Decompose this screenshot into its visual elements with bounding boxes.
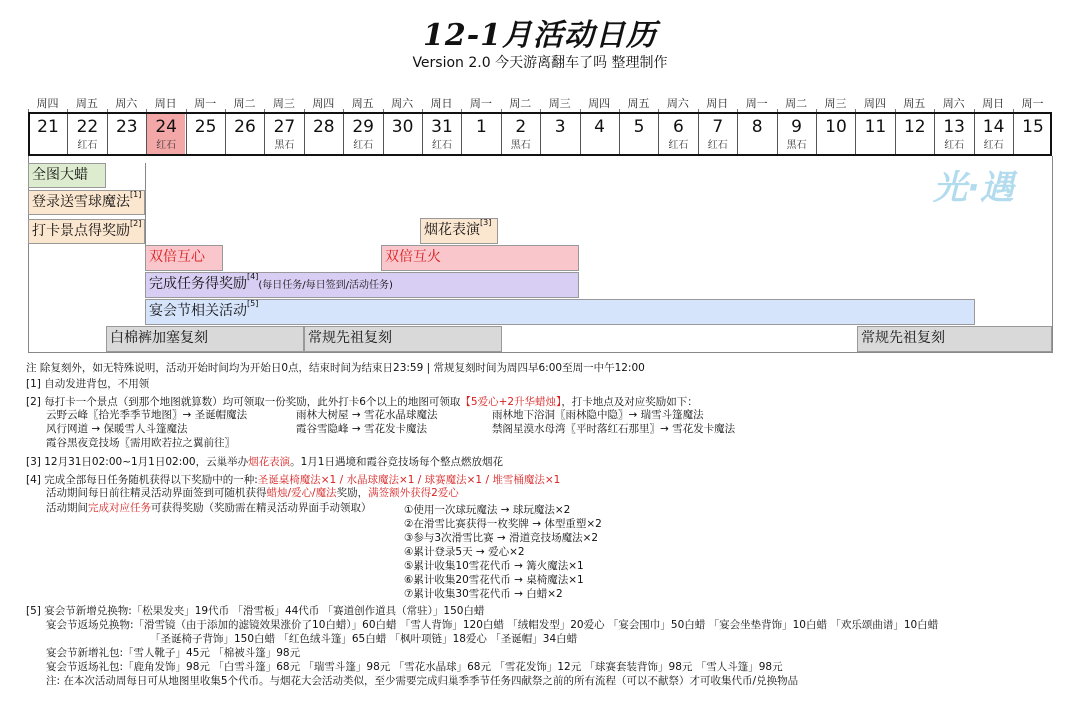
note-text: 活动期间每日前往精灵活动界面签到可随机获得 <box>46 487 267 499</box>
shard-tag: 红石 <box>707 140 728 151</box>
event-fireworks <box>420 218 498 244</box>
day-number: 27 <box>273 117 296 137</box>
weekday-label: 周一 <box>1013 95 1052 111</box>
day-number: 12 <box>903 117 926 137</box>
event-rerun-regular <box>304 326 502 352</box>
weekday-label: 周六 <box>383 95 422 111</box>
weekday-label: 周六 <box>107 95 146 111</box>
footnote-ref: [4] <box>247 272 259 281</box>
day-number: 4 <box>594 117 605 137</box>
note-5-line: 「圣诞椅子背饰」150白蜡 「红色绒斗篷」65白蜡 「枫叶项链」18爱心 「圣诞帽」34白蜡 <box>150 633 578 645</box>
note-highlight: 满签额外获得2爱心 <box>368 487 459 499</box>
weekday-label: 周日 <box>974 95 1013 111</box>
note-2-line: 雨林大树屋 → 雪花水晶球魔法 <box>296 409 438 421</box>
note-2-line: 霞谷黑夜竞技场〖需用欧若拉之翼前往〗 <box>46 437 235 449</box>
event-label: 常规先祖复刻 <box>861 330 945 346</box>
event-map-candle <box>28 163 106 188</box>
day-number: 10 <box>825 117 847 137</box>
note-text: [3] 12月31日02:00~1月1日02:00，云巢举办 <box>26 456 249 468</box>
note-text: 活动期间 <box>46 502 88 514</box>
day-number: 26 <box>234 117 256 137</box>
event-checkin-reward <box>28 219 145 244</box>
event-label: 宴会节相关活动 <box>149 303 247 319</box>
weekday-label: 周六 <box>658 95 697 111</box>
note-2-line: 风行网道 → 保暖雪人斗篷魔法 <box>46 423 188 435</box>
note-2 <box>26 396 698 409</box>
weekday-label: 周二 <box>225 95 264 111</box>
note-2-line: 禁阁星漠水母湾〖平时落红石那里〗→ 雪花发卡魔法 <box>492 423 736 435</box>
shard-tag: 红石 <box>353 140 374 151</box>
shard-tag: 红石 <box>432 140 452 151</box>
task-item: ⑤累计收集10雪花代币 → 篝火魔法×1 <box>404 560 584 572</box>
footnote-ref: [5] <box>247 299 259 308</box>
event-label: 烟花表演 <box>424 222 480 238</box>
note-1: [1] 自动发进背包，不用领 <box>26 378 150 390</box>
divider <box>145 163 146 245</box>
task-item: ①使用一次球玩魔法 → 球玩魔法×2 <box>404 504 571 516</box>
event-task-reward <box>145 272 579 298</box>
task-item: ②在滑雪比赛获得一枚奖牌 → 体型重塑×2 <box>404 518 602 530</box>
note-4-line <box>46 502 372 515</box>
weekday-label: 周一 <box>461 95 500 111</box>
weekday-label: 周一 <box>737 95 776 111</box>
task-item: ③参与3次滑雪比赛 → 滑道竞技场魔法×2 <box>404 532 599 544</box>
event-label: 打卡景点得奖励 <box>32 223 130 239</box>
note-text: 。1月1日遇境和霞谷竞技场每个整点燃放烟花 <box>290 456 503 468</box>
day-number: 5 <box>633 117 645 137</box>
weekday-label: 周五 <box>343 95 382 111</box>
shard-tag: 红石 <box>944 140 965 151</box>
note-highlight: 完成对应任务 <box>88 502 151 514</box>
weekday-label: 周四 <box>580 95 619 111</box>
note-4 <box>26 474 560 487</box>
note-2-line: 云野云峰〖拾光季季节地图〗→ 圣诞帽魔法 <box>46 409 248 421</box>
weekday-label: 周二 <box>501 95 540 111</box>
event-label: 白棉裤加塞复刻 <box>110 330 208 346</box>
sky-logo-watermark: 光·遇 <box>933 168 1014 208</box>
weekday-label: 周日 <box>146 95 185 111</box>
weekday-label: 周二 <box>777 95 816 111</box>
event-note: (每日任务/每日签到/活动任务) <box>258 280 393 291</box>
task-item: ④累计登录5天 → 爱心×2 <box>404 546 525 558</box>
weekday-label: 周三 <box>540 95 579 111</box>
note-2-line: 霞谷雪隐峰 → 雪花发卡魔法 <box>296 423 427 435</box>
task-item: ⑥累计收集20雪花代币 → 桌椅魔法×1 <box>404 574 584 586</box>
event-rerun-regular <box>857 326 1052 352</box>
note-general: 注 除复刻外，如无特殊说明，活动开始时间均为开始日0点，结束时间为结束日23:59 | 常规复刻时间为周四早6:00至周一中午12:00 <box>26 362 645 374</box>
note-5: [5] 宴会节新增兑换物:「松果发夹」19代币 「滑雪板」44代币 「赛道创作道具（常驻）」150白蜡 <box>26 605 485 617</box>
note-text: 可获得奖励（奖励需在精灵活动界面手动领取） <box>151 502 372 514</box>
footnote-ref: [1] <box>130 190 142 199</box>
calendar-frame <box>28 112 1052 156</box>
event-label: 全图大蜡 <box>32 167 88 183</box>
note-highlight: 圣诞桌椅魔法×1 / 水晶球魔法×1 / 球赛魔法×1 / 堆雪桶魔法×1 <box>257 474 561 486</box>
weekday-label: 周日 <box>422 95 461 111</box>
task-item: ⑦累计收集30雪花代币 → 白蜡×2 <box>404 588 563 600</box>
event-double-heart <box>145 245 223 271</box>
note-3 <box>26 456 503 469</box>
page-subtitle: Version 2.0 今天游离翻车了吗 整理制作 <box>412 55 668 71</box>
note-highlight: 蜡烛/爱心/魔法 <box>266 487 337 499</box>
note-highlight: 【5爱心+2升华蜡烛】 <box>460 396 562 408</box>
day-number: 22 <box>76 117 99 137</box>
day-number: 13 <box>943 117 965 137</box>
weekday-label: 周三 <box>816 95 855 111</box>
gantt-bottom-border <box>28 352 1053 353</box>
weekday-label: 周一 <box>186 95 225 111</box>
event-label: 常规先祖复刻 <box>308 330 392 346</box>
shard-tag: 红石 <box>77 140 98 151</box>
weekday-label: 周五 <box>619 95 658 111</box>
weekday-label: 周五 <box>895 95 934 111</box>
day-number: 31 <box>431 117 453 137</box>
note-5-line: 注: 在本次活动周每日可从地图里收集5个代币。与烟花大会活动类似，至少需要完成归巢季季节任务四献祭之前的所有流程（可以不献祭）才可收集代币/兑换物品 <box>46 675 799 687</box>
note-text: 奖励， <box>336 487 369 499</box>
note-text: [2] 每打卡一个景点（到那个地图就算数）均可领取一份奖励，此外打卡6个以上的地图可领取 <box>26 396 461 408</box>
day-number: 15 <box>1022 117 1044 137</box>
event-login-snowball <box>28 190 145 215</box>
weekday-label: 周五 <box>67 95 106 111</box>
weekday-label: 周三 <box>264 95 303 111</box>
page-title: 12-1月活动日历 <box>422 18 658 53</box>
weekday-label: 周六 <box>934 95 973 111</box>
day-number: 2 <box>515 117 527 137</box>
day-number: 23 <box>115 117 138 137</box>
weekday-label: 周四 <box>28 95 67 111</box>
day-number: 1 <box>475 117 487 137</box>
shard-tag: 红石 <box>668 140 689 151</box>
day-number: 14 <box>982 117 1005 137</box>
day-number: 8 <box>751 117 763 137</box>
weekday-label: 周四 <box>855 95 894 111</box>
gantt-right-border <box>1052 156 1053 352</box>
day-number: 29 <box>352 117 374 137</box>
footnote-ref: [3] <box>480 218 492 227</box>
note-5-line: 宴会节返场礼包:「鹿角发饰」98元 「白雪斗篷」68元 「瑞雪斗篷」98元 「雪花水晶球」68元 「雪花发饰」12元 「球赛套装背饰」98元 「雪人斗篷」98元 <box>46 661 783 673</box>
event-label: 完成任务得奖励 <box>149 276 247 292</box>
event-double-fire <box>381 245 579 271</box>
note-2-line: 雨林地下浴洞〖雨林隐中隐〗→ 瑞雪斗篷魔法 <box>492 409 704 421</box>
note-5-line: 宴会节新增礼包:「雪人靴子」45元 「棉被斗篷」98元 <box>46 647 301 659</box>
day-number: 30 <box>391 117 414 137</box>
note-text: [4] 完成全部每日任务随机获得以下奖励中的一种: <box>26 474 258 486</box>
weekday-label: 周日 <box>698 95 737 111</box>
note-highlight: 烟花表演 <box>248 456 291 468</box>
day-number: 7 <box>712 117 724 137</box>
event-rerun-special <box>106 326 304 352</box>
event-feast-activity <box>145 299 975 325</box>
shard-tag: 红石 <box>156 140 177 151</box>
shard-tag: 黑石 <box>274 140 295 151</box>
note-5-line: 宴会节返场兑换物:「滑雪镜（由于添加的滤镜效果涨价了10白蜡）」60白蜡 「雪人背饰」120白蜡 「绒帽发型」20爱心 「宴会围巾」50白蜡 「宴会坐垫背饰」10白蜡 「欢乐颂曲谱」10白蜡 <box>46 619 939 631</box>
day-number: 6 <box>672 117 684 137</box>
note-4-line <box>46 487 459 500</box>
event-label: 双倍互火 <box>385 249 441 265</box>
day-number: 24 <box>155 117 177 137</box>
shard-tag: 红石 <box>983 140 1004 151</box>
shard-tag: 黑石 <box>510 140 531 151</box>
day-number: 21 <box>37 117 59 137</box>
day-number: 9 <box>791 117 802 137</box>
shard-tag: 黑石 <box>786 140 807 151</box>
event-label: 登录送雪球魔法 <box>32 194 130 210</box>
event-label: 双倍互心 <box>149 249 205 265</box>
note-text: ，打卡地点及对应奖励如下： <box>561 396 698 408</box>
day-number: 28 <box>312 117 335 137</box>
day-number: 11 <box>864 117 887 137</box>
footnote-ref: [2] <box>130 219 142 228</box>
day-number: 3 <box>554 117 566 137</box>
weekday-label: 周四 <box>304 95 343 111</box>
day-number: 25 <box>194 117 217 137</box>
